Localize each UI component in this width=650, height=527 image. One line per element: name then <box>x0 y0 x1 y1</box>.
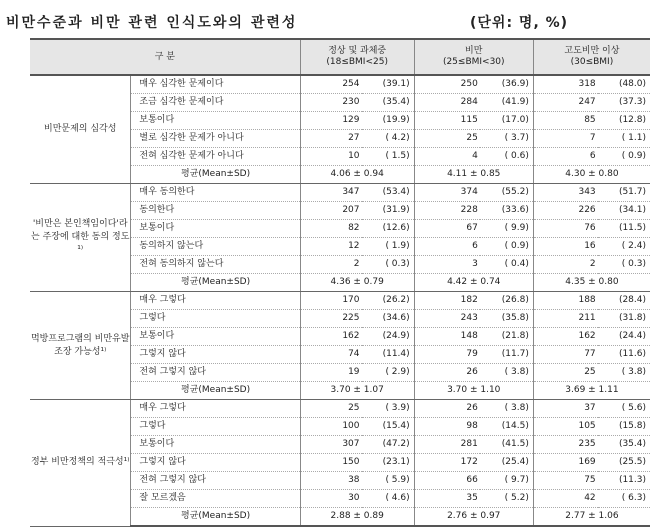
percent-cell: ( 0.4) <box>480 256 533 274</box>
row-label: 그렇지 않다 <box>131 346 300 364</box>
percent-cell: ( 9.9) <box>480 220 533 238</box>
percent-cell: (11.7) <box>480 346 533 364</box>
count-cell: 75 <box>533 472 597 490</box>
percent-cell: ( 3.7) <box>480 130 533 148</box>
count-cell: 10 <box>300 148 361 166</box>
row-label: 별로 심각한 문제가 아니다 <box>131 130 300 148</box>
count-cell: 318 <box>533 75 597 94</box>
percent-cell: (36.9) <box>480 75 533 94</box>
mean-cell: 4.11 ± 0.85 <box>414 166 533 184</box>
count-cell: 243 <box>414 310 480 328</box>
count-cell: 26 <box>414 364 480 382</box>
percent-cell: ( 2.9) <box>362 364 415 382</box>
percent-cell: (35.8) <box>480 310 533 328</box>
mean-cell: 4.30 ± 0.80 <box>533 166 650 184</box>
percent-cell: ( 3.9) <box>362 400 415 418</box>
percent-cell: ( 3.8) <box>598 364 650 382</box>
row-label: 동의하지 않는다 <box>131 238 300 256</box>
percent-cell: ( 1.1) <box>598 130 650 148</box>
header-row <box>30 39 650 75</box>
row-label: 매우 동의한다 <box>131 184 300 202</box>
count-cell: 307 <box>300 436 361 454</box>
row-label: 보통이다 <box>131 112 300 130</box>
count-cell: 12 <box>300 238 361 256</box>
count-cell: 281 <box>414 436 480 454</box>
table-row <box>30 400 650 418</box>
count-cell: 343 <box>533 184 597 202</box>
percent-cell: ( 3.8) <box>480 400 533 418</box>
mean-cell: 3.70 ± 1.10 <box>414 382 533 400</box>
count-cell: 85 <box>533 112 597 130</box>
header-col-1: 정상 및 과체중 (18≤BMI<25) <box>300 39 414 75</box>
count-cell: 26 <box>414 400 480 418</box>
percent-cell: (25.4) <box>480 454 533 472</box>
percent-cell: ( 3.8) <box>480 364 533 382</box>
count-cell: 25 <box>533 364 597 382</box>
percent-cell: ( 4.6) <box>362 490 415 508</box>
count-cell: 129 <box>300 112 361 130</box>
percent-cell: ( 2.4) <box>598 238 650 256</box>
mean-label: 평균(Mean±SD) <box>131 508 300 527</box>
row-label: 보통이다 <box>131 220 300 238</box>
percent-cell: (31.9) <box>362 202 415 220</box>
mean-cell: 4.42 ± 0.74 <box>414 274 533 292</box>
percent-cell: (25.5) <box>598 454 650 472</box>
count-cell: 30 <box>300 490 361 508</box>
percent-cell: (35.4) <box>362 94 415 112</box>
mean-label: 평균(Mean±SD) <box>131 382 300 400</box>
percent-cell: (26.2) <box>362 292 415 310</box>
count-cell: 115 <box>414 112 480 130</box>
row-label: 전혀 그렇지 않다 <box>131 364 300 382</box>
row-label: 전혀 동의하지 않는다 <box>131 256 300 274</box>
count-cell: 6 <box>533 148 597 166</box>
count-cell: 169 <box>533 454 597 472</box>
count-cell: 2 <box>533 256 597 274</box>
count-cell: 25 <box>414 130 480 148</box>
row-label: 그렇다 <box>131 310 300 328</box>
count-cell: 74 <box>300 346 361 364</box>
percent-cell: (28.4) <box>598 292 650 310</box>
mean-cell: 3.70 ± 1.07 <box>300 382 414 400</box>
count-cell: 42 <box>533 490 597 508</box>
count-cell: 6 <box>414 238 480 256</box>
row-label: 그렇다 <box>131 418 300 436</box>
percent-cell: (34.6) <box>362 310 415 328</box>
section-label: 비만문제의 심각성 <box>30 75 131 184</box>
row-label: 전혀 그렇지 않다 <box>131 472 300 490</box>
count-cell: 162 <box>300 328 361 346</box>
percent-cell: (33.6) <box>480 202 533 220</box>
row-label: 동의한다 <box>131 202 300 220</box>
count-cell: 35 <box>414 490 480 508</box>
mean-cell: 2.76 ± 0.97 <box>414 508 533 527</box>
row-label: 매우 그렇다 <box>131 292 300 310</box>
count-cell: 170 <box>300 292 361 310</box>
count-cell: 4 <box>414 148 480 166</box>
row-label: 그렇지 않다 <box>131 454 300 472</box>
row-label: 잘 모르겠음 <box>131 490 300 508</box>
count-cell: 247 <box>533 94 597 112</box>
percent-cell: ( 5.9) <box>362 472 415 490</box>
percent-cell: ( 0.9) <box>598 148 650 166</box>
percent-cell: (15.8) <box>598 418 650 436</box>
percent-cell: (51.7) <box>598 184 650 202</box>
count-cell: 150 <box>300 454 361 472</box>
percent-cell: ( 4.2) <box>362 130 415 148</box>
count-cell: 182 <box>414 292 480 310</box>
unit-label: (단위: 명, %) <box>470 15 569 31</box>
percent-cell: (26.8) <box>480 292 533 310</box>
count-cell: 105 <box>533 418 597 436</box>
percent-cell: (39.1) <box>362 75 415 94</box>
section-label: 정부 비만정책의 적극성¹⁾ <box>30 400 131 527</box>
table-body <box>30 75 650 526</box>
mean-cell: 4.06 ± 0.94 <box>300 166 414 184</box>
mean-cell: 4.35 ± 0.80 <box>533 274 650 292</box>
mean-cell: 2.88 ± 0.89 <box>300 508 414 527</box>
header-col-2: 비만 (25≤BMI<30) <box>414 39 533 75</box>
count-cell: 211 <box>533 310 597 328</box>
percent-cell: (24.9) <box>362 328 415 346</box>
count-cell: 250 <box>414 75 480 94</box>
count-cell: 2 <box>300 256 361 274</box>
percent-cell: ( 5.6) <box>598 400 650 418</box>
count-cell: 347 <box>300 184 361 202</box>
count-cell: 226 <box>533 202 597 220</box>
count-cell: 37 <box>533 400 597 418</box>
mean-cell: 2.77 ± 1.06 <box>533 508 650 527</box>
percent-cell: (41.5) <box>480 436 533 454</box>
percent-cell: (48.0) <box>598 75 650 94</box>
mean-cell: 3.69 ± 1.11 <box>533 382 650 400</box>
percent-cell: (14.5) <box>480 418 533 436</box>
count-cell: 148 <box>414 328 480 346</box>
percent-cell: (37.3) <box>598 94 650 112</box>
percent-cell: (41.9) <box>480 94 533 112</box>
table-row <box>30 292 650 310</box>
count-cell: 374 <box>414 184 480 202</box>
count-cell: 82 <box>300 220 361 238</box>
count-cell: 235 <box>533 436 597 454</box>
percent-cell: ( 0.6) <box>480 148 533 166</box>
table-row <box>30 184 650 202</box>
count-cell: 79 <box>414 346 480 364</box>
count-cell: 27 <box>300 130 361 148</box>
section-label: '비만은 본인책임이다'라는 주장에 대한 동의 정도¹⁾ <box>30 184 131 292</box>
header-col-3: 고도비만 이상 (30≤BMI) <box>533 39 650 75</box>
mean-cell: 4.36 ± 0.79 <box>300 274 414 292</box>
count-cell: 225 <box>300 310 361 328</box>
count-cell: 284 <box>414 94 480 112</box>
percent-cell: ( 0.9) <box>480 238 533 256</box>
count-cell: 98 <box>414 418 480 436</box>
row-label: 조금 심각한 문제이다 <box>131 94 300 112</box>
percent-cell: (24.4) <box>598 328 650 346</box>
table-title: 비만수준과 비만 관련 인식도와의 관련성 <box>6 15 298 31</box>
count-cell: 100 <box>300 418 361 436</box>
count-cell: 19 <box>300 364 361 382</box>
count-cell: 76 <box>533 220 597 238</box>
percent-cell: ( 1.9) <box>362 238 415 256</box>
count-cell: 67 <box>414 220 480 238</box>
percent-cell: (12.6) <box>362 220 415 238</box>
percent-cell: (55.2) <box>480 184 533 202</box>
percent-cell: ( 1.5) <box>362 148 415 166</box>
percent-cell: (12.8) <box>598 112 650 130</box>
count-cell: 16 <box>533 238 597 256</box>
row-label: 매우 심각한 문제이다 <box>131 75 300 94</box>
percent-cell: (19.9) <box>362 112 415 130</box>
percent-cell: (35.4) <box>598 436 650 454</box>
count-cell: 66 <box>414 472 480 490</box>
percent-cell: (11.4) <box>362 346 415 364</box>
row-label: 보통이다 <box>131 328 300 346</box>
count-cell: 25 <box>300 400 361 418</box>
percent-cell: ( 0.3) <box>362 256 415 274</box>
percent-cell: (47.2) <box>362 436 415 454</box>
count-cell: 230 <box>300 94 361 112</box>
count-cell: 228 <box>414 202 480 220</box>
percent-cell: ( 0.3) <box>598 256 650 274</box>
count-cell: 162 <box>533 328 597 346</box>
percent-cell: (23.1) <box>362 454 415 472</box>
count-cell: 207 <box>300 202 361 220</box>
percent-cell: (11.6) <box>598 346 650 364</box>
percent-cell: ( 9.7) <box>480 472 533 490</box>
row-label: 매우 그렇다 <box>131 400 300 418</box>
count-cell: 38 <box>300 472 361 490</box>
section-label: 먹방프로그램의 비만유발 조장 가능성¹⁾ <box>30 292 131 400</box>
percent-cell: (21.8) <box>480 328 533 346</box>
mean-label: 평균(Mean±SD) <box>131 166 300 184</box>
header-group: 구 분 <box>30 39 300 75</box>
count-cell: 254 <box>300 75 361 94</box>
count-cell: 188 <box>533 292 597 310</box>
count-cell: 7 <box>533 130 597 148</box>
table-row <box>30 75 650 94</box>
percent-cell: (34.1) <box>598 202 650 220</box>
row-label: 전혀 심각한 문제가 아니다 <box>131 148 300 166</box>
percent-cell: (31.8) <box>598 310 650 328</box>
title-row <box>0 0 650 36</box>
count-cell: 3 <box>414 256 480 274</box>
mean-label: 평균(Mean±SD) <box>131 274 300 292</box>
row-label: 보통이다 <box>131 436 300 454</box>
percent-cell: (11.3) <box>598 472 650 490</box>
data-table <box>30 38 650 527</box>
percent-cell: (53.4) <box>362 184 415 202</box>
percent-cell: (11.5) <box>598 220 650 238</box>
count-cell: 77 <box>533 346 597 364</box>
percent-cell: (15.4) <box>362 418 415 436</box>
percent-cell: (17.0) <box>480 112 533 130</box>
count-cell: 172 <box>414 454 480 472</box>
percent-cell: ( 6.3) <box>598 490 650 508</box>
percent-cell: ( 5.2) <box>480 490 533 508</box>
